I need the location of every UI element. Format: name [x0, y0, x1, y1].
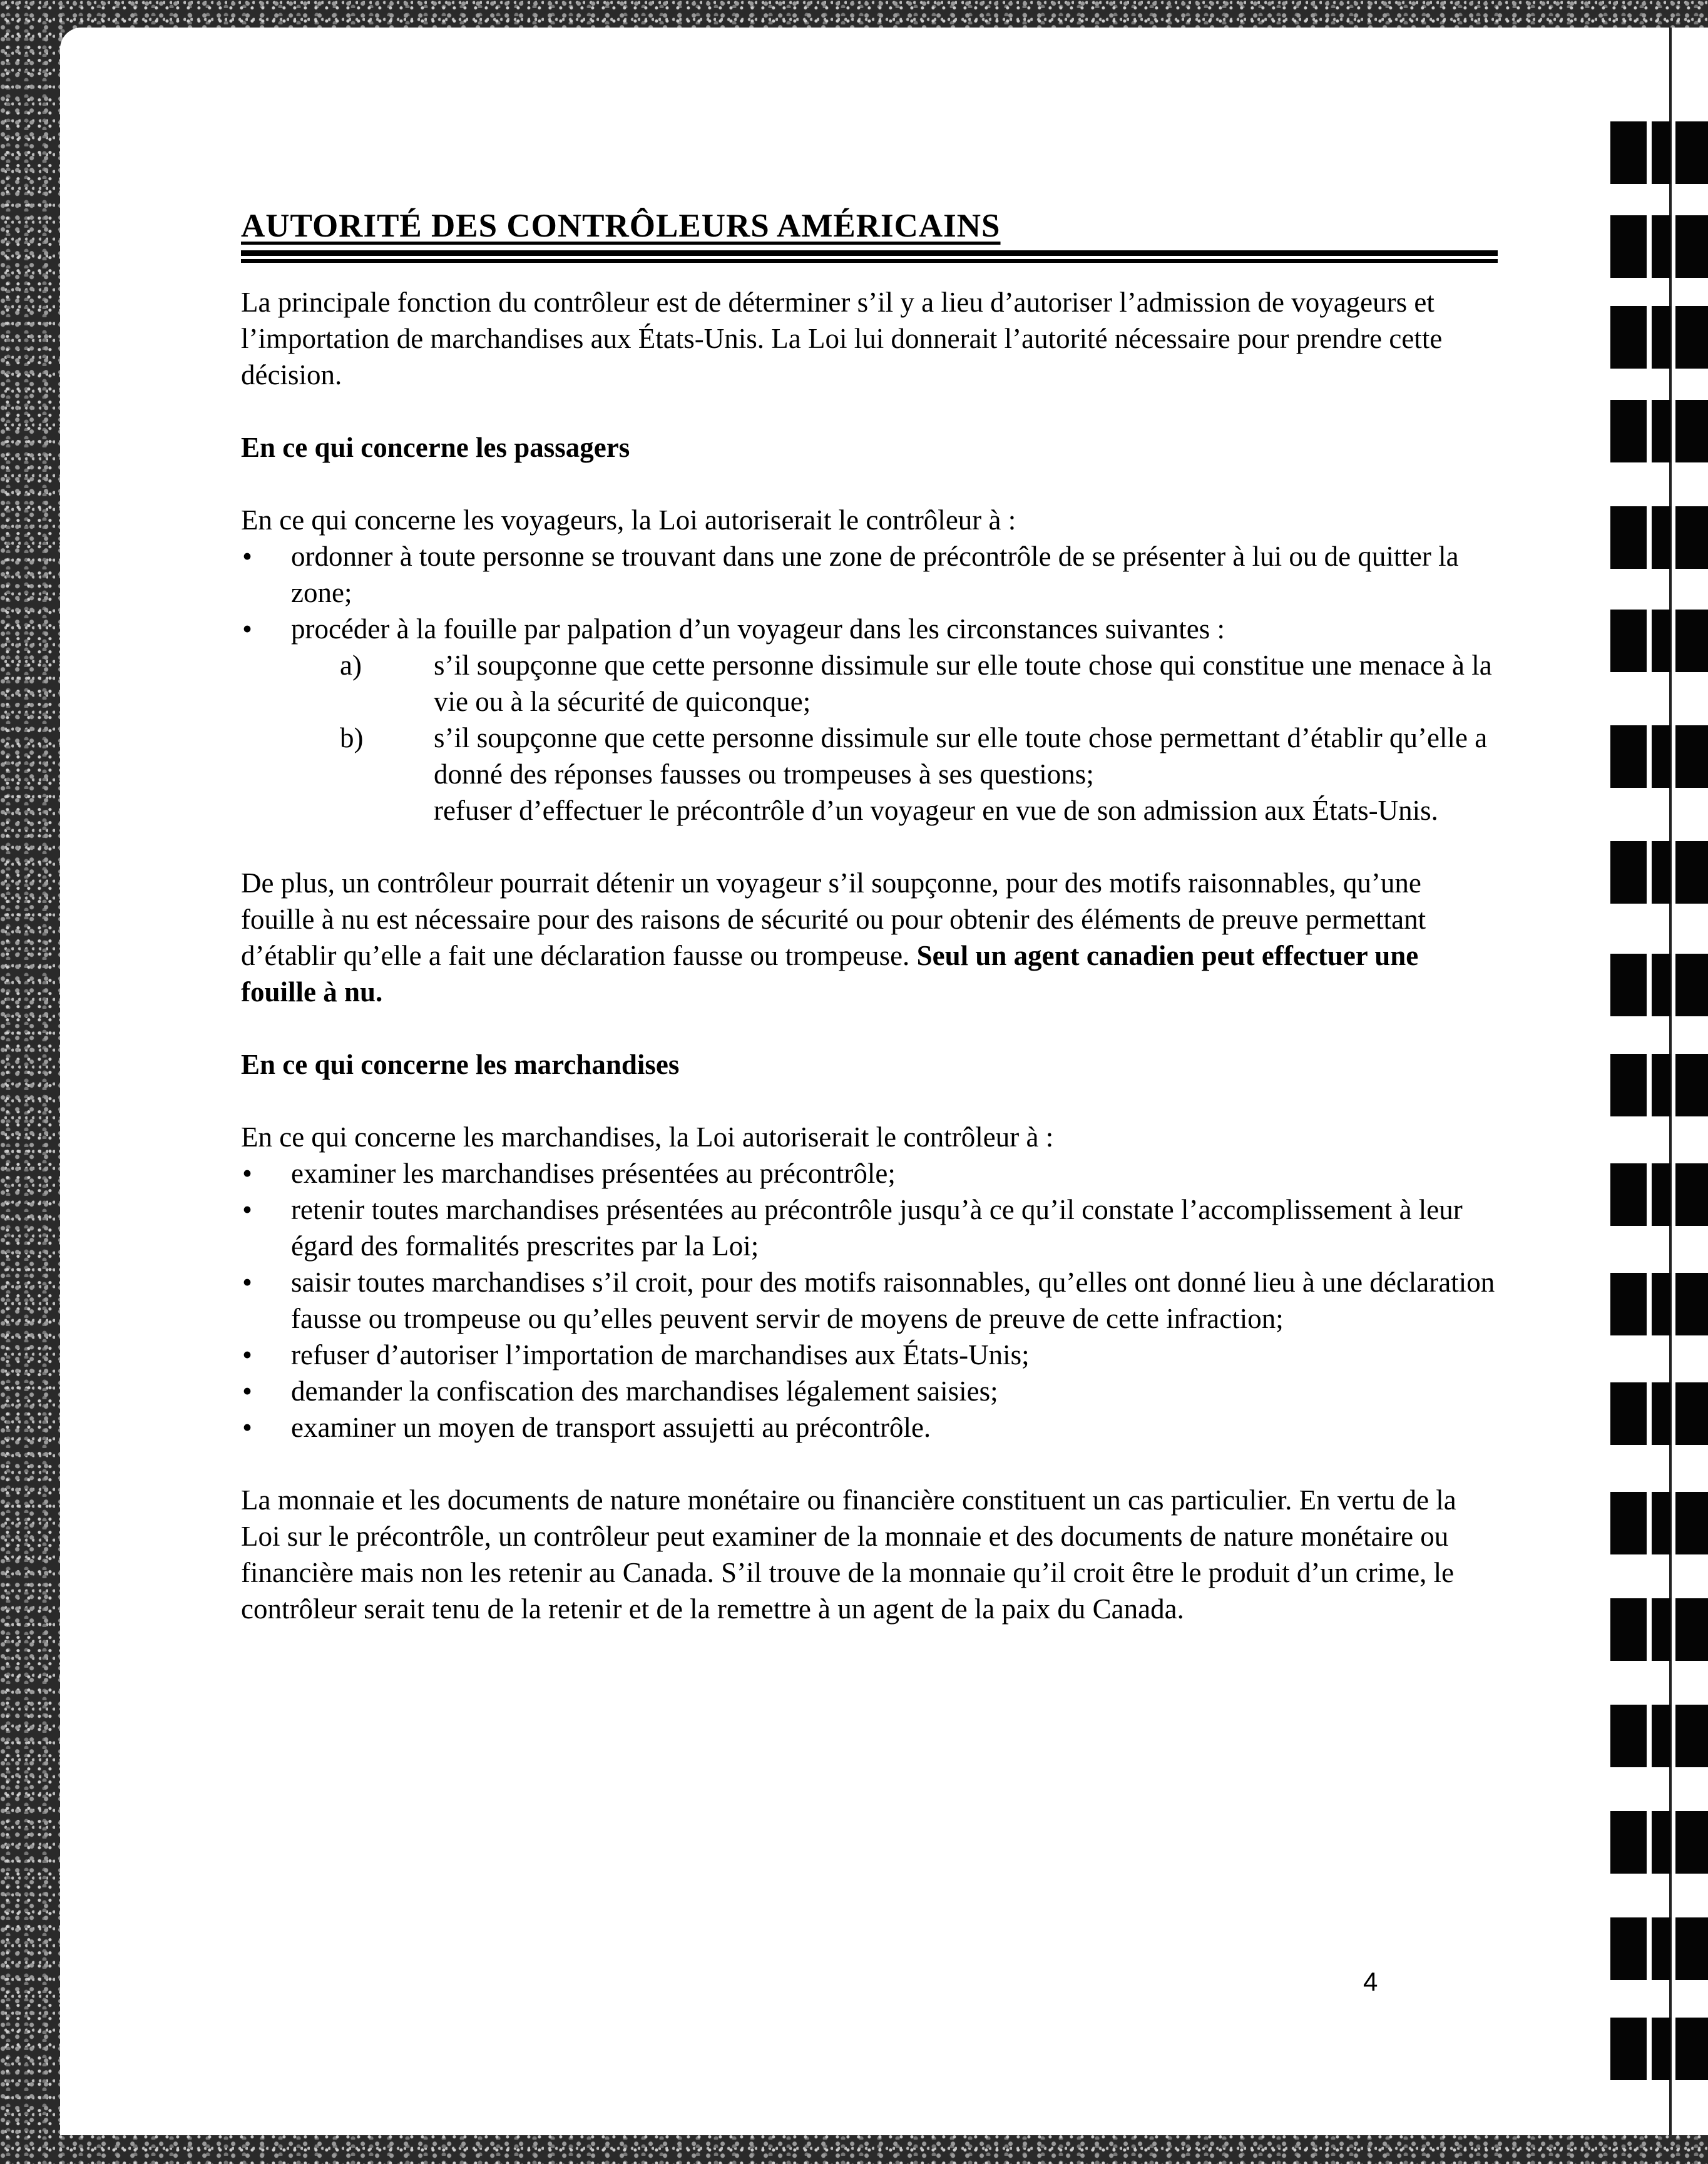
title-rule: [241, 250, 1498, 259]
currency-paragraph: La monnaie et les documents de nature monétaire ou financière constituent un cas particulier. En vertu de la Loi sur le précontrôle, un contrôleur peut examiner de la monnaie et des documents de nature monétaire ou financière mais non les retenir au Canada. S’il trouve de la monnaie qu’il croit être le produit d’un crime, le contrôleur serait tenu de la retenir et de la remettre à un agent de la paix du Canada.: [241, 1484, 1456, 1625]
sub-list-item: [241, 720, 1499, 792]
bullet-glyph: •: [242, 613, 252, 645]
sub-list-text: s’il soupçonne que cette personne dissimule sur elle toute chose qui constitue une menace à la vie ou à la sécurité de quiconque;: [434, 649, 1492, 717]
list-item-text: demander la confiscation des marchandises légalement saisies;: [291, 1375, 998, 1407]
list-item: [241, 1155, 1499, 1192]
list-item: [241, 1192, 1499, 1264]
sub-list-letter: a): [340, 649, 362, 681]
binding-coil: [1610, 725, 1708, 788]
binding-coil: [1610, 1382, 1708, 1445]
spiral-binding: [1605, 28, 1708, 2135]
list-item: [241, 1264, 1499, 1337]
intro-paragraph: La principale fonction du contrôleur est de déterminer s’il y a lieu d’autoriser l’admission de voyageurs et l’importation de marchandises aux États-Unis. La Loi lui donnerait l’autorité nécessaire pour prendre cette décision.: [241, 286, 1443, 390]
binding-coil: [1610, 1811, 1708, 1874]
detain-bold-note: Seul un agent canadien peut effectuer une fouille à nu.: [241, 939, 1419, 1008]
list-item: [241, 1337, 1499, 1373]
detain-text: De plus, un contrôleur pourrait détenir un voyageur s’il soupçonne, pour des motifs raisonnables, qu’une fouille à nu est nécessaire pour des raisons de sécurité ou pour obtenir des éléments de preuve permettant d’établir qu’elle a fait une déclaration fausse ou trompeuse.: [241, 867, 1426, 971]
list-item: [241, 1373, 1499, 1409]
sub-list-item: [241, 647, 1499, 720]
list-item-text: retenir toutes marchandises présentées au précontrôle jusqu’à ce qu’il constate l’accomplissement à leur égard des formalités prescrites par la Loi;: [291, 1193, 1463, 1262]
page-number: 4: [1363, 1967, 1378, 1996]
binding-coil: [1610, 1273, 1708, 1335]
binding-coil: [1610, 2018, 1708, 2080]
binding-coil: [1610, 215, 1708, 278]
passengers-heading: En ce qui concerne les passagers: [241, 431, 630, 463]
binding-coil: [1610, 506, 1708, 569]
binding-coil: [1610, 610, 1708, 672]
bullet-glyph: •: [242, 1193, 252, 1225]
refuse-preclearance-line: refuser d’effectuer le précontrôle d’un voyageur en vue de son admission aux États-Unis.: [434, 794, 1438, 826]
list-item-text: examiner un moyen de transport assujetti au précontrôle.: [291, 1411, 931, 1443]
binding-coil: [1610, 121, 1708, 184]
goods-list: [241, 1155, 1499, 1446]
detain-paragraph: [241, 865, 1499, 1010]
list-item: [241, 611, 1499, 647]
list-item-text: examiner les marchandises présentées au précontrôle;: [291, 1157, 896, 1189]
list-item: [241, 538, 1499, 611]
list-item-text: saisir toutes marchandises s’il croit, pour des motifs raisonnables, qu’elles ont donné lieu à une déclaration fausse ou trompeuse ou qu’elles peuvent servir de moyens de preuve de cette infraction;: [291, 1266, 1495, 1334]
binding-coil: [1610, 1917, 1708, 1980]
bullet-glyph: •: [242, 1375, 252, 1407]
binding-coil: [1610, 1163, 1708, 1226]
binding-coil: [1610, 400, 1708, 462]
sub-list-text: s’il soupçonne que cette personne dissimule sur elle toute chose permettant d’établir qu’elle a donné des réponses fausses ou trompeuses à ses questions;: [434, 722, 1488, 790]
binding-coil: [1610, 1054, 1708, 1116]
search-conditions-list: [241, 647, 1499, 792]
page-title: AUTORITÉ DES CONTRÔLEURS AMÉRICAINS: [241, 208, 1001, 244]
binding-coil: [1610, 306, 1708, 369]
bullet-glyph: •: [242, 1411, 252, 1443]
bullet-glyph: •: [242, 1266, 252, 1298]
binding-coil: [1610, 954, 1708, 1016]
passengers-list: [241, 538, 1499, 647]
binding-coil: [1610, 1705, 1708, 1767]
goods-lead: En ce qui concerne les marchandises, la Loi autoriserait le contrôleur à :: [241, 1121, 1054, 1153]
goods-heading: En ce qui concerne les marchandises: [241, 1048, 680, 1080]
list-item-text: ordonner à toute personne se trouvant dans une zone de précontrôle de se présenter à lui ou de quitter la zone;: [291, 540, 1459, 608]
bullet-glyph: •: [242, 540, 252, 572]
bullet-glyph: •: [242, 1339, 252, 1370]
list-item-text: procéder à la fouille par palpation d’un voyageur dans les circonstances suivantes :: [291, 613, 1225, 645]
list-item: [241, 1409, 1499, 1446]
binding-coil: [1610, 1492, 1708, 1554]
sub-list-letter: b): [340, 722, 364, 753]
binding-coil: [1610, 841, 1708, 904]
list-item-text: refuser d’autoriser l’importation de marchandises aux États-Unis;: [291, 1339, 1030, 1370]
bullet-glyph: •: [242, 1157, 252, 1189]
binding-coil: [1610, 1598, 1708, 1661]
document-body: [241, 207, 1499, 1627]
passengers-lead: En ce qui concerne les voyageurs, la Loi autoriserait le contrôleur à :: [241, 504, 1016, 536]
